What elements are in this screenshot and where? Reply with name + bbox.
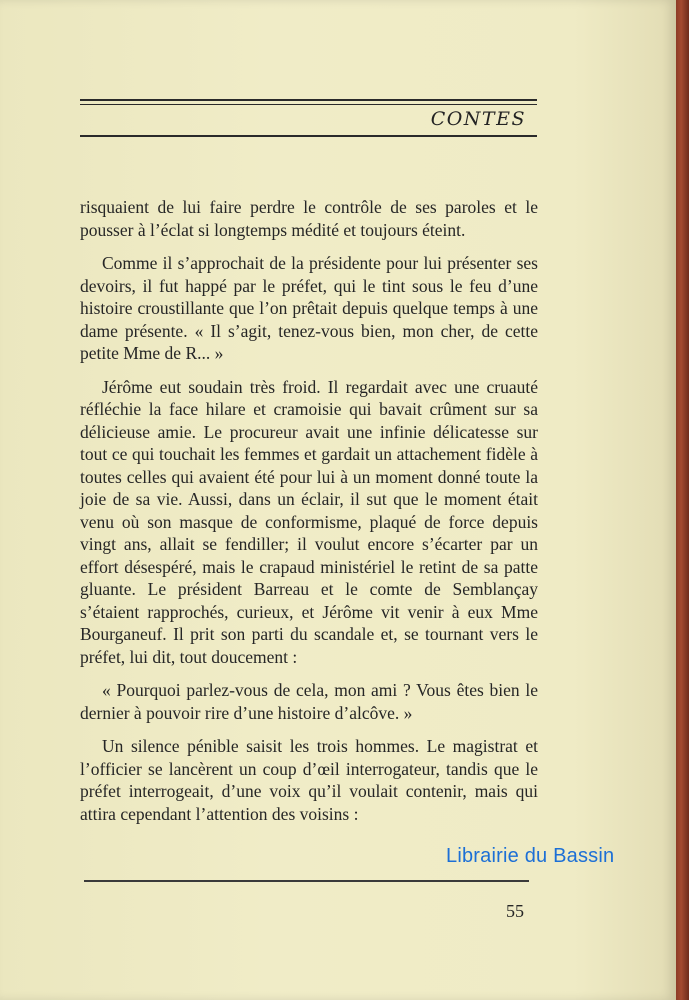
book-edge: [676, 0, 689, 1000]
body-text: [80, 196, 538, 836]
running-header: CONTES: [430, 108, 526, 130]
header-rule-bottom: [80, 135, 537, 137]
paragraph: risquaient de lui faire perdre le contrôle de ses paroles et le pousser à l’éclat si longtemps médité et toujours éteint.: [80, 197, 538, 240]
paragraph-quote: « Pourquoi parlez-vous de cela, mon ami ? Vous êtes bien le dernier à pouvoir rire d’une histoire d’alcôve. »: [80, 680, 538, 723]
watermark-text: Librairie du Bassin: [446, 845, 615, 867]
page-number: 55: [506, 901, 524, 921]
paragraph: Un silence pénible saisit les trois hommes. Le magistrat et l’officier se lancèrent un coup d’œil interrogateur, tandis que le préfet interrogeait, d’une voix qu’il voulait contenir, mais qui attira cependant l’attention des voisins :: [80, 736, 538, 824]
paragraph: Jérôme eut soudain très froid. Il regardait avec une cruauté réfléchie la face hilare et cramoisie qui bavait crûment sur sa délicieuse amie. Le procureur avait une infinie délicatesse sur tout ce qui touchait les femmes et gardait un attachement fidèle à toutes celles qui avaient été pour lui à un moment donné toute la joie de sa vie. Aussi, dans un éclair, il sut que le moment était venu où son masque de conformisme, plaqué de force depuis vingt ans, allait se fendiller; il voulut encore s’écarter par un effort désespéré, mais le crapaud ministériel le retint de sa patte gluante. Le président Barreau et le comte de Semblançay s’étaient rapprochés, curieux, et Jérôme vit venir à eux Mme Bourganeuf. Il prit son parti du scandale et, se tournant vers le préfet, lui dit, tout doucement :: [80, 376, 538, 667]
footer-rule: [84, 880, 529, 882]
header-rule-top-thin: [80, 104, 537, 105]
paragraph: Comme il s’approchait de la présidente pour lui présenter ses devoirs, il fut happé par le préfet, qui le tint sous le feu d’une histoire croustillante que l’on prêtait depuis quelque temps à une dame présente. « Il s’agit, tenez-vous bien, mon cher, de cette petite Mme de R... »: [80, 253, 538, 363]
header-rule-top: [80, 99, 537, 101]
